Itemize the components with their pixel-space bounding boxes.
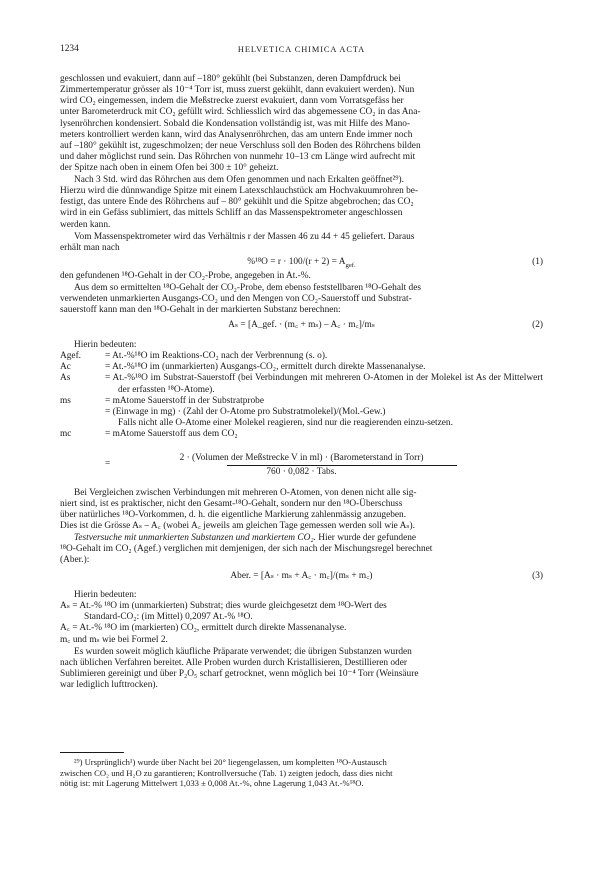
definitions-intro: Hierin bedeuten: bbox=[74, 590, 137, 600]
equation-2 bbox=[60, 320, 543, 332]
definition-symbol: As bbox=[60, 373, 71, 384]
definition-item bbox=[60, 429, 543, 440]
text-line: Vom Massenspektrometer wird das Verhältnis r der Massen 46 zu 44 + 45 geliefert. Daraus bbox=[74, 232, 415, 242]
text-line: Aus dem so ermittelten ¹⁸O-Gehalt der CO₂-Probe, dem ebenso feststellbaren ¹⁸O-Gehalt des bbox=[74, 283, 421, 293]
paragraph-1 bbox=[60, 74, 543, 174]
equation-number: (2) bbox=[532, 320, 543, 330]
text-line: war lediglich lufttrocken). bbox=[60, 680, 158, 691]
definition-text: = At.-%¹⁸O im Reaktions-CO₂ nach der Verbrennung (s. o). bbox=[105, 351, 328, 362]
text-line: wird CO₂ eingemessen, indem die Meßstrecke zuerst evakuiert, dann vom Vorratsgefäss her bbox=[60, 96, 404, 107]
definition-item: Aₛ = At.-% ¹⁸O im (unmarkierten) Substrat; dies wurde gleichgesetzt dem ¹⁸O-Wert des bbox=[60, 601, 387, 612]
fraction-formula bbox=[60, 453, 543, 479]
definition-item bbox=[60, 396, 543, 407]
journal-title: HELVETICA CHIMICA ACTA bbox=[237, 45, 366, 54]
definition-item bbox=[60, 407, 543, 418]
text-line: Sublimieren gereinigt und über P₂O₅ scharf getrocknet, wenn möglich bei 10⁻⁴ Torr (Weinsäure bbox=[60, 669, 419, 680]
text-line: und daher möglichst rund sein. Das Röhrchen von nunmehr 10–13 cm Länge wird aufrecht mit bbox=[60, 152, 416, 163]
definitions-intro: Hierin bedeuten: bbox=[74, 340, 137, 350]
text-line: Nach 3 Std. wird das Röhrchen aus dem Ofen genommen und nach Erkalten geöffnet²⁹). bbox=[74, 175, 404, 185]
definition-symbol: ms bbox=[60, 395, 71, 406]
fraction-bar bbox=[227, 465, 457, 466]
footnote-line: ²⁹) Ursprünglich¹) wurde über Nacht bei 20° liegengelassen, um kompletten ¹⁸O-Austausch bbox=[74, 757, 387, 767]
definition-text: = mAtome Sauerstoff in der Substratprobe bbox=[105, 395, 264, 406]
paragraph-4 bbox=[60, 271, 543, 282]
equation-3 bbox=[60, 571, 543, 583]
definition-item bbox=[60, 373, 543, 395]
text-line: verwendeten unmarkierten Ausgangs-CO₂ und den Mengen von CO₂-Sauerstoff und Substrat- bbox=[60, 294, 412, 305]
definition-item bbox=[60, 418, 543, 429]
page-number: 1234 bbox=[60, 44, 79, 54]
text-line: unter Barometerdruck mit CO₂ gefüllt wird. Schliesslich wird das abgemessene CO₂ in das Ana- bbox=[60, 107, 421, 118]
text-line: Es wurden soweit möglich käufliche Präparate verwendet; die übrigen Substanzen wurden bbox=[74, 647, 412, 657]
equation-number: (1) bbox=[532, 257, 543, 267]
definition-text: = mAtome Sauerstoff aus dem CO₂ bbox=[105, 429, 238, 440]
text-line: ¹⁸O-Gehalt im CO₂ (Agef.) verglichen mit demjenigen, der sich nach der Mischungsregel berechnet bbox=[60, 544, 433, 555]
text-line: auf –180° gekühlt ist, zugeschmolzen; der neue Verschluss soll den Boden des Röhrchens bilden bbox=[60, 140, 421, 151]
text-line: Dies ist die Grösse Aₛ – A꜀ (wobei A꜀ jeweils am gleichen Tage gemessen werden soll wie Aₛ). bbox=[60, 521, 415, 532]
definition-symbol: mc bbox=[60, 429, 72, 440]
text-line: (Aber.): bbox=[60, 555, 90, 566]
text-line: sauerstoff kann man den ¹⁸O-Gehalt in der markierten Substanz berechnen: bbox=[60, 305, 341, 316]
text-line: werden kann. bbox=[60, 219, 111, 230]
text-line: Testversuche mit unmarkierten Substanzen und markiertem CO₂. Hier wurde der gefundene bbox=[74, 533, 417, 543]
footnote-line: zwischen CO₂ und H₂O zu garantieren; Kontrollversuche (Tab. 1) zeigten jedoch, dass dies nicht bbox=[60, 767, 393, 778]
paragraph-7 bbox=[60, 533, 543, 566]
equation-number: (3) bbox=[532, 571, 543, 581]
footnote bbox=[60, 757, 543, 789]
definitions-list bbox=[60, 340, 543, 440]
definition-text: = At.-%¹⁸O im Substrat-Sauerstoff (bei Verbindungen mit mehreren O-Atomen in der Molekel ist As der Mittelwert der erfassten ¹⁸O-Atome). bbox=[105, 373, 543, 395]
definition-item bbox=[60, 362, 543, 373]
equation-1 bbox=[60, 257, 543, 269]
definitions-list-2 bbox=[60, 590, 543, 646]
text-line: geschlossen und evakuiert, dann auf –180° gekühlt (bei Substanzen, deren Dampfdruck bei bbox=[60, 74, 401, 84]
definition-symbol: Ac bbox=[60, 362, 71, 373]
definition-item: A꜀ = At.-% ¹⁸O im (markierten) CO₂, ermittelt durch direkte Massenanalyse. bbox=[60, 623, 347, 634]
definition-item bbox=[60, 351, 543, 362]
text-line: lysenröhrchen kondensiert. Sobald die Kondensation vollständig ist, was mit Hilfe des Mano- bbox=[60, 118, 411, 129]
section-lead: Testversuche mit unmarkierten Substanzen und markiertem CO₂. bbox=[74, 533, 316, 543]
paragraph-6 bbox=[60, 488, 543, 533]
footnote-line: nötig ist: mit Lagerung Mittelwert 1,033 ± 0,008 At.-%, ohne Lagerung 1,043 At.-%¹⁸O. bbox=[60, 778, 364, 789]
text-line: über natürliches ¹⁸O-Vorkommen, d. h. die eigentliche Markierung zahlenmässig anzugeben. bbox=[60, 510, 407, 521]
fraction-denominator: 760 · 0,082 · Tabs. bbox=[266, 467, 337, 477]
running-head bbox=[60, 44, 543, 56]
equation-body: Aber. = [Aₛ · mₛ + A꜀ · m꜀]/(mₛ + m꜀) bbox=[230, 571, 373, 581]
paragraph-8 bbox=[60, 647, 543, 692]
text-line: Hierzu wird die dünnwandige Spitze mit einem Latexschlauchstück am Hochvakuumrohren be- bbox=[60, 186, 419, 197]
paragraph-3 bbox=[60, 232, 543, 254]
definition-item: Standard-CO₂: (im Mittel) 0,2097 At.-% ¹⁸O. bbox=[84, 612, 253, 623]
text-line: den gefundenen ¹⁸O-Gehalt in der CO₂-Probe, angegeben in At.-%. bbox=[60, 271, 311, 281]
paragraph-2 bbox=[60, 175, 543, 231]
definition-text: = (Einwage in mg) · (Zahl der O-Atome pro Substratmolekel)/(Mol.-Gew.) bbox=[105, 406, 386, 417]
text-line: der Spitze nach oben in einem Ofen bei 300 ± 10° geheizt. bbox=[60, 163, 279, 174]
fraction-equals: = bbox=[105, 459, 111, 469]
definition-item: m꜀ und mₛ wie bei Formel 2. bbox=[60, 634, 168, 645]
footnote-divider bbox=[60, 752, 124, 753]
text-line: niert sind, ist es praktischer, nicht den Gesamt-¹⁸O-Gehalt, sondern nur den ¹⁸O-Überschuss bbox=[60, 499, 403, 510]
text-line: Zimmertemperatur grösser als 10⁻⁴ Torr ist, muss zuerst gekühlt, dann evakuiert werden). Nun bbox=[60, 85, 415, 96]
equation-body: $\%^{18}O = r \cdot 100/(r + 2) = A_{gef.}$ bbox=[247, 257, 356, 269]
text-line: Bei Vergleichen zwischen Verbindungen mit mehreren O-Atomen, von denen nicht alle sig- bbox=[74, 488, 417, 498]
definition-text: Falls nicht alle O-Atome einer Molekel reagieren, sind nur die reagierenden einzu-setzen. bbox=[118, 418, 453, 429]
paragraph-5 bbox=[60, 283, 543, 316]
text-line: wird in ein Gefäss sublimiert, das mittels Schliff an das Massenspektrometer angeschlossen bbox=[60, 208, 403, 219]
equation-body: Aₛ = [A_gef. · (m꜀ + mₛ) – A꜀ · m꜀]/mₛ bbox=[228, 320, 375, 330]
text-line: festigt, das untere Ende des Röhrchens auf – 80° gekühlt und die Spitze abgebrochen; das CO₂ bbox=[60, 197, 414, 208]
text-line: nach üblichen Verfahren bereitet. Alle Proben wurden durch Kristallisieren, Destillieren oder bbox=[60, 658, 407, 669]
definition-text: = At.-%¹⁸O im (unmarkierten) Ausgangs-CO₂, ermittelt durch direkte Massenanalyse. bbox=[105, 362, 426, 373]
text-line: erhält man nach bbox=[60, 243, 120, 254]
fraction-numerator: 2 · (Volumen der Meßstrecke V in ml) · (Barometerstand in Torr) bbox=[179, 453, 424, 463]
definition-symbol: Agef. bbox=[60, 351, 82, 362]
text-line: meters kontrolliert werden kann, wird das Analysenröhrchen, das am untern Ende immer noch bbox=[60, 129, 413, 140]
